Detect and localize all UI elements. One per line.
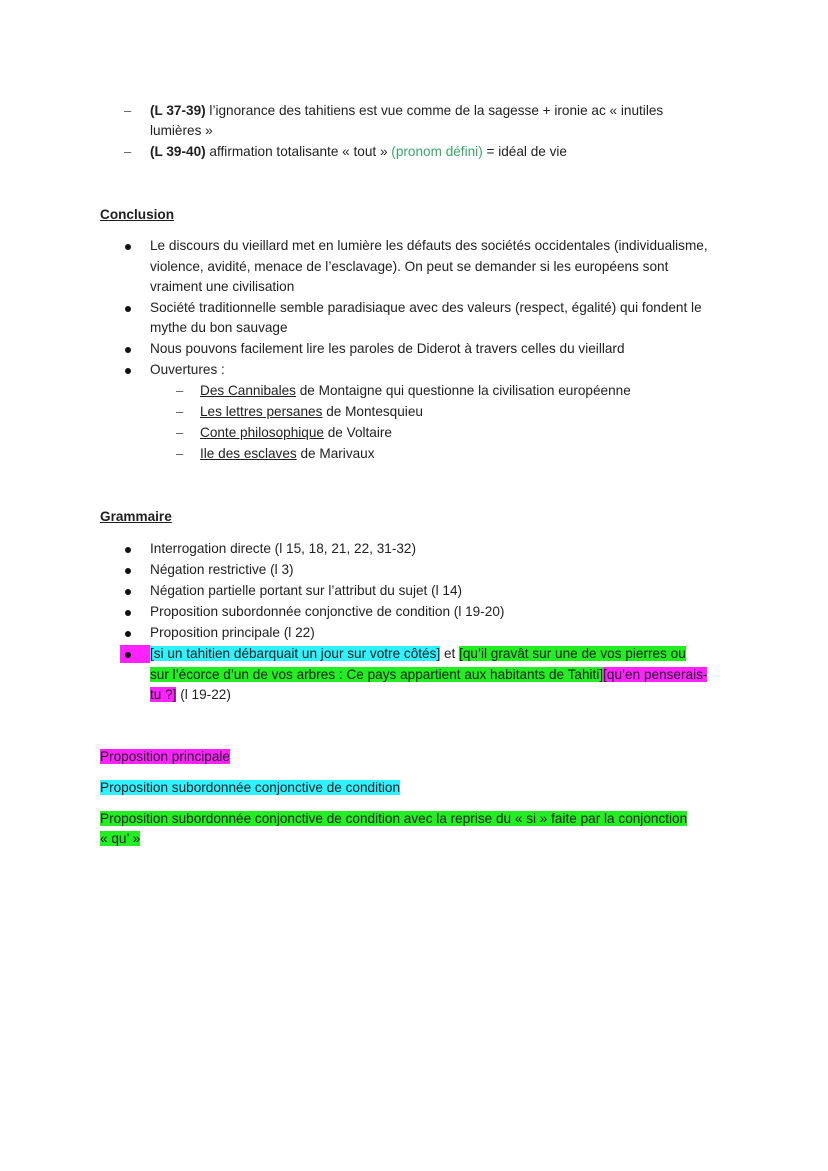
grammaire-bullet-4: Proposition subordonnée conjonctive de condition (l 19-20) — [150, 604, 505, 619]
bullet-dot — [125, 547, 131, 553]
grammaire-bullet-1: Interrogation directe (l 15, 18, 21, 22, 31-32) — [150, 541, 416, 556]
conclusion-heading: Conclusion — [100, 207, 175, 222]
dash-marker: – — [176, 446, 184, 461]
highlight-green: [qu’il gravât sur une de vos pierres ou — [459, 646, 686, 661]
top-item-2: (L 39-40) affirmation totalisante « tout » (pronom défini) = idéal de vie — [150, 144, 567, 159]
highlight-magenta: tu ?] — [150, 687, 177, 702]
conclusion-bullet-2-line-2: mythe du bon sauvage — [150, 320, 288, 335]
bullet-dot — [125, 244, 131, 250]
grammaire-heading: Grammaire — [100, 509, 172, 524]
bullet-dot — [125, 368, 131, 374]
legend-green-line-1: Proposition subordonnée conjonctive de condition avec la reprise du « si » faite par la conjonction — [100, 811, 688, 826]
grammaire-bullet-5: Proposition principale (l 22) — [150, 625, 315, 640]
top-item-1-line-2: lumières » — [150, 123, 213, 138]
bullet-dot — [125, 589, 131, 595]
highlight-cyan: [si un tahitien débarquait un jour sur votre côtés] — [150, 646, 441, 661]
highlight-magenta: [qu’en penserais- — [603, 667, 708, 682]
grammaire-bullet-2: Négation restrictive (l 3) — [150, 562, 294, 577]
legend-magenta: Proposition principale — [100, 749, 230, 764]
dash-marker: – — [176, 404, 184, 419]
dash-marker: – — [176, 383, 184, 398]
conclusion-bullet-1-line-1: Le discours du vieillard met en lumière les défauts des sociétés occidentales (individualisme, — [150, 238, 708, 253]
bullet-dot — [125, 306, 131, 312]
conclusion-bullet-1-line-2: violence, avidité, menace de l’esclavage). On peut se demander si les européens sont — [150, 259, 669, 274]
bullet-dot — [125, 631, 131, 637]
ouverture-3: Conte philosophique de Voltaire — [200, 425, 392, 440]
ouverture-1: Des Cannibales de Montaigne qui questionne la civilisation européenne — [200, 383, 631, 398]
bullet-dot — [125, 347, 131, 353]
highlight-green: sur l’écorce d’un de vos arbres : Ce pays appartient aux habitants de Tahiti] — [150, 667, 604, 682]
legend-green-line-2: « qu’ » — [100, 831, 141, 846]
dash-marker: – — [176, 425, 184, 440]
bullet-dot — [125, 610, 131, 616]
grammaire-bullet-3: Négation partielle portant sur l’attribut du sujet (l 14) — [150, 583, 463, 598]
top-item-1-line-1: (L 37-39) l’ignorance des tahitiens est vue comme de la sagesse + ironie ac « inutiles — [150, 103, 664, 118]
ouverture-2: Les lettres persanes de Montesquieu — [200, 404, 423, 419]
bullet-dot — [125, 652, 131, 658]
ouverture-4: Ile des esclaves de Marivaux — [200, 446, 375, 461]
example-line-3: tu ?] (l 19-22) — [150, 687, 231, 702]
example-line-1: [si un tahitien débarquait un jour sur votre côtés] et [qu’il gravât sur une de vos pierres ou — [150, 646, 686, 661]
conclusion-bullet-2-line-1: Société traditionnelle semble paradisiaque avec des valeurs (respect, égalité) qui fondent le — [150, 300, 702, 315]
conclusion-bullet-4: Ouvertures : — [150, 362, 225, 377]
dash-marker: – — [124, 103, 132, 118]
legend-cyan: Proposition subordonnée conjonctive de condition — [100, 780, 401, 795]
example-line-2 — [150, 666, 707, 684]
conclusion-bullet-1-line-3: vraiment une civilisation — [150, 279, 295, 294]
bullet-dot — [125, 568, 131, 574]
conclusion-bullet-3: Nous pouvons facilement lire les paroles de Diderot à travers celles du vieillard — [150, 341, 625, 356]
dash-marker: – — [124, 144, 132, 159]
